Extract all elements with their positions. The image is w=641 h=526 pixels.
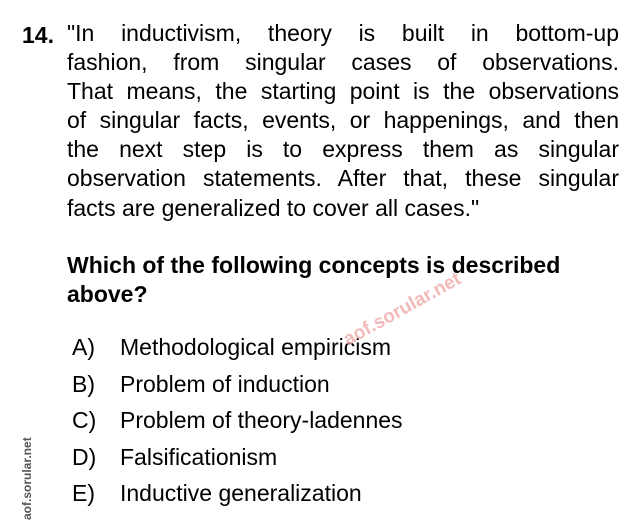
passage-line: of singular facts, events, or happenings, and then [67,107,619,134]
option-letter: B) [72,370,95,397]
option-text: Problem of theory-ladennes [120,407,403,433]
option-letter: E) [72,480,95,506]
option-text: Problem of induction [120,370,330,397]
option-letter: D) [72,443,97,470]
option-text: Falsificationism [120,443,278,470]
question-prompt: Which of the following concepts is described above? [67,252,561,307]
option-text: Inductive generalization [120,480,362,506]
passage-line: fashion, from singular cases of observations. [67,49,619,76]
watermark-side: aof.sorular.net [20,437,34,520]
option-letter: A) [72,334,95,360]
watermark-diagonal: aof.sorular.net [340,268,465,351]
option-text: Methodological empiricism [120,334,391,360]
question-number: 14. [22,22,54,48]
question-passage [67,19,619,223]
passage-line: the next step is to express them as singular [67,136,619,163]
passage-line: facts are generalized to cover all cases." [67,194,480,221]
passage-line: "In inductivism, theory is built in bottom-up [67,20,619,46]
option-letter: C) [72,407,97,433]
passage-line: observation statements. After that, these singular [67,165,619,192]
passage-line: That means, the starting point is the observations [67,78,619,105]
